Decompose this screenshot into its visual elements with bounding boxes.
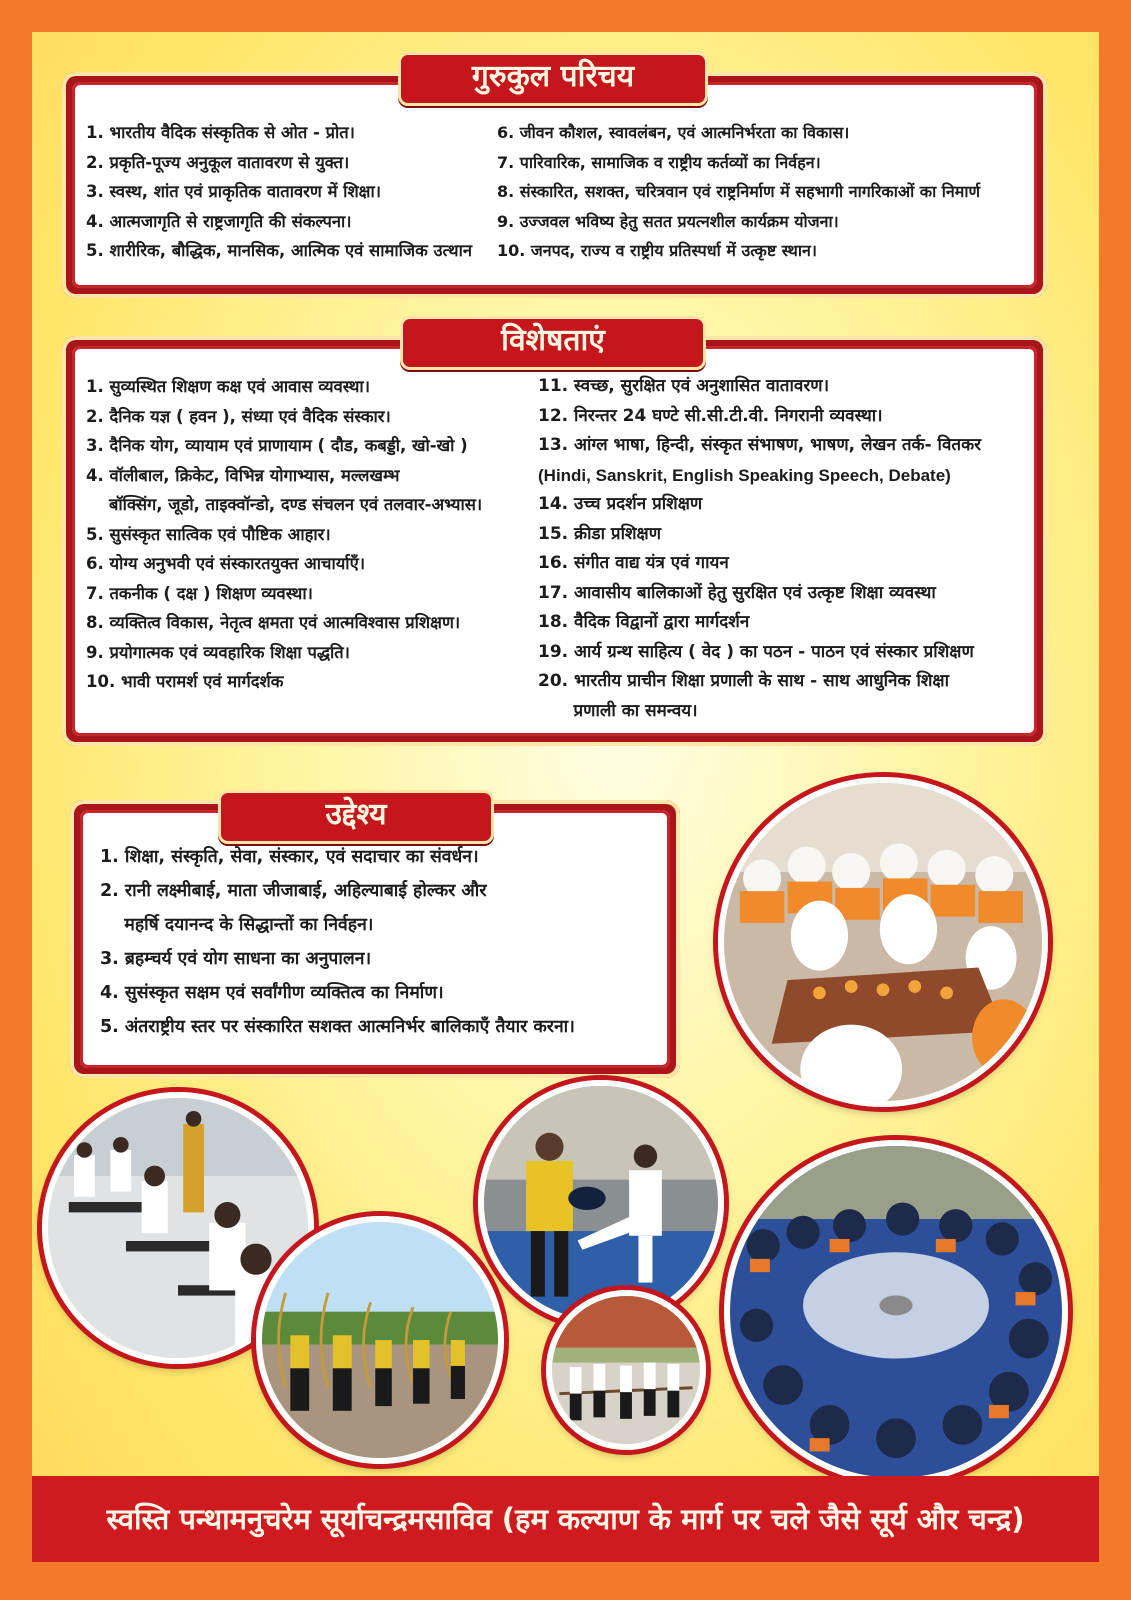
list-item: 3. ब्रहम्चर्य एवं योग साधना का अनुपालन। [100, 949, 372, 969]
visheshtayen-right-list [538, 372, 981, 726]
list-item: 11. स्वच्छ, सुरक्षित एवं अनुशासित वातावरण। [538, 376, 830, 396]
list-item: 6. जीवन कौशल, स्वावलंबन, एवं आत्मनिर्भरता का विकास। [497, 123, 850, 142]
list-item: (Hindi, Sanskrit, English Speaking Speech, Debate) [538, 465, 951, 485]
list-item: 16. संगीत वाद्य यंत्र एवं गायन [538, 553, 729, 573]
uddeshya-box [80, 810, 670, 1068]
list-item: 14. उच्च प्रदर्शन प्रशिक्षण [538, 494, 703, 514]
footer-motto: स्वस्ति पन्थामनुचरेम सूर्याचन्द्रमसाविव (हम कल्याण के मार्ग पर चले जैसे सूर्य और चन्द्र) [32, 1476, 1099, 1562]
list-item: 15. क्रीडा प्रशिक्षण [538, 523, 662, 544]
list-item: 5. सुसंस्कृत सात्विक एवं पौष्टिक आहार। [86, 524, 331, 544]
list-item: 13. आंग्ल भाषा, हिन्दी, संस्कृत संभाषण, भाषण, लेखन तर्क- वितकर [538, 435, 982, 455]
list-item: 9. उज्जवल भविष्य हेतु सतत प्रयत्नशील कार्यक्रम योजना। [497, 211, 839, 231]
list-item: 2. दैनिक यज्ञ ( हवन ), संध्या एवं वैदिक संस्कार। [86, 406, 391, 426]
parichay-title: गुरुकुल परिचय [398, 52, 708, 106]
list-item: 1. शिक्षा, संस्कृति, सेवा, संस्कार, एवं सदाचार का संवर्धन। [100, 847, 479, 867]
tug-of-war-illustration [552, 1296, 700, 1444]
list-item: 4. सुसंस्कृत सक्षम एवं सर्वांगीण व्यक्तित्व का निर्माण। [100, 983, 444, 1003]
parichay-right-list [497, 118, 980, 266]
list-item: 10. जनपद, राज्य व राष्ट्रीय प्रतिस्पर्धा में उत्कृष्ट स्थान। [497, 241, 817, 260]
taekwondo-photo [478, 1080, 724, 1326]
list-item: महर्षि दयानन्द के सिद्धान्तों का निर्वहन। [100, 915, 374, 935]
list-item: 19. आर्य ग्रन्थ साहित्य ( वेद ) का पठन - पाठन एवं संस्कार प्रशिक्षण [538, 641, 974, 662]
yoga-illustration [730, 1146, 1062, 1478]
list-item: 20. भारतीय प्राचीन शिक्षा प्रणाली के साथ - साथ आधुनिक शिक्षा [538, 671, 950, 691]
visheshtayen-title: विशेषताएं [400, 316, 706, 370]
uddeshya-list [100, 840, 575, 1044]
list-item: 5. अंतराष्ट्रीय स्तर पर संस्कारित सशक्त आत्मनिर्भर बालिकाएँ तैयार करना। [100, 1017, 575, 1037]
visheshtayen-panel [62, 336, 1047, 746]
list-item: 8. संस्कारित, सशक्त, चरित्रवान एवं राष्ट्रनिर्माण में सहभागी नागरिकाओं का निमार्ण [497, 182, 981, 201]
list-item: 7. तकनीक ( दक्ष ) शिक्षण व्यवस्था। [86, 583, 313, 603]
tug-of-war-photo [546, 1290, 706, 1450]
list-item: 3. स्वस्थ, शांत एवं प्राकृतिक वातावरण में शिक्षा। [86, 182, 382, 201]
list-item: 2. प्रकृति-पूज्य अनुकूल वातावरण से युक्त। [86, 152, 350, 172]
havan-illustration [724, 783, 1042, 1101]
list-item: 6. योग्य अनुभवी एवं संस्कारतयुक्त आचार्याएँ। [86, 554, 365, 573]
archery-illustration [262, 1222, 498, 1458]
list-item: बॉक्सिंग, जूडो, ताइक्वॉन्डो, दण्ड संचलन एवं तलवार-अभ्यास। [86, 495, 483, 514]
havan-photo [718, 777, 1048, 1107]
list-item: 17. आवासीय बालिकाओं हेतु सुरक्षित एवं उत्कृष्ट शिक्षा व्यवस्था [538, 582, 936, 603]
list-item: प्रणाली का समन्वय। [538, 700, 698, 721]
list-item: 4. आत्मजागृति से राष्ट्रजागृति की संकल्पना। [86, 211, 352, 231]
list-item: 8. व्यक्तित्व विकास, नेतृत्व क्षमता एवं आत्मविश्वास प्रशिक्षण। [86, 613, 461, 632]
yoga-group-photo [724, 1140, 1068, 1484]
list-item: 12. निरन्तर 24 घण्टे सी.सी.टी.वी. निगरानी व्यवस्था। [538, 405, 883, 426]
list-item: 4. वॉलीबाल, क्रिकेट, विभिन्न योगाभ्यास, मल्लखम्भ [86, 465, 400, 485]
list-item: 2. रानी लक्ष्मीबाई, माता जीजाबाई, अहिल्याबाई होल्कर और [100, 881, 487, 901]
list-item: 1. भारतीय वैदिक संस्कृतिक से ओत - प्रोत। [86, 123, 355, 142]
list-item: 9. प्रयोगात्मक एवं व्यवहारिक शिक्षा पद्धति। [86, 642, 350, 662]
list-item: 3. दैनिक योग, व्यायाम एवं प्राणायाम ( दौड, कबड्डी, खो-खो ) [86, 436, 468, 455]
uddeshya-title: उद्देश्य [218, 790, 494, 844]
visheshtayen-left-list [86, 372, 482, 697]
taekwondo-illustration [484, 1086, 718, 1320]
parichay-left-list [86, 118, 472, 266]
archery-photo [256, 1216, 504, 1464]
list-item: 5. शारीरिक, बौद्धिक, मानसिक, आत्मिक एवं सामाजिक उत्थान [86, 241, 473, 260]
list-item: 1. सुव्यस्थित शिक्षण कक्ष एवं आवास व्यवस्था। [86, 377, 370, 396]
list-item: 10. भावी परामर्श एवं मार्गदर्शक [86, 672, 284, 691]
parichay-box [72, 82, 1037, 288]
list-item: 7. पारिवारिक, सामाजिक व राष्ट्रीय कर्तव्यों का निर्वहन। [497, 152, 821, 172]
visheshtayen-box [72, 346, 1037, 736]
list-item: 18. वैदिक विद्वानों द्वारा मार्गदर्शन [538, 612, 750, 632]
